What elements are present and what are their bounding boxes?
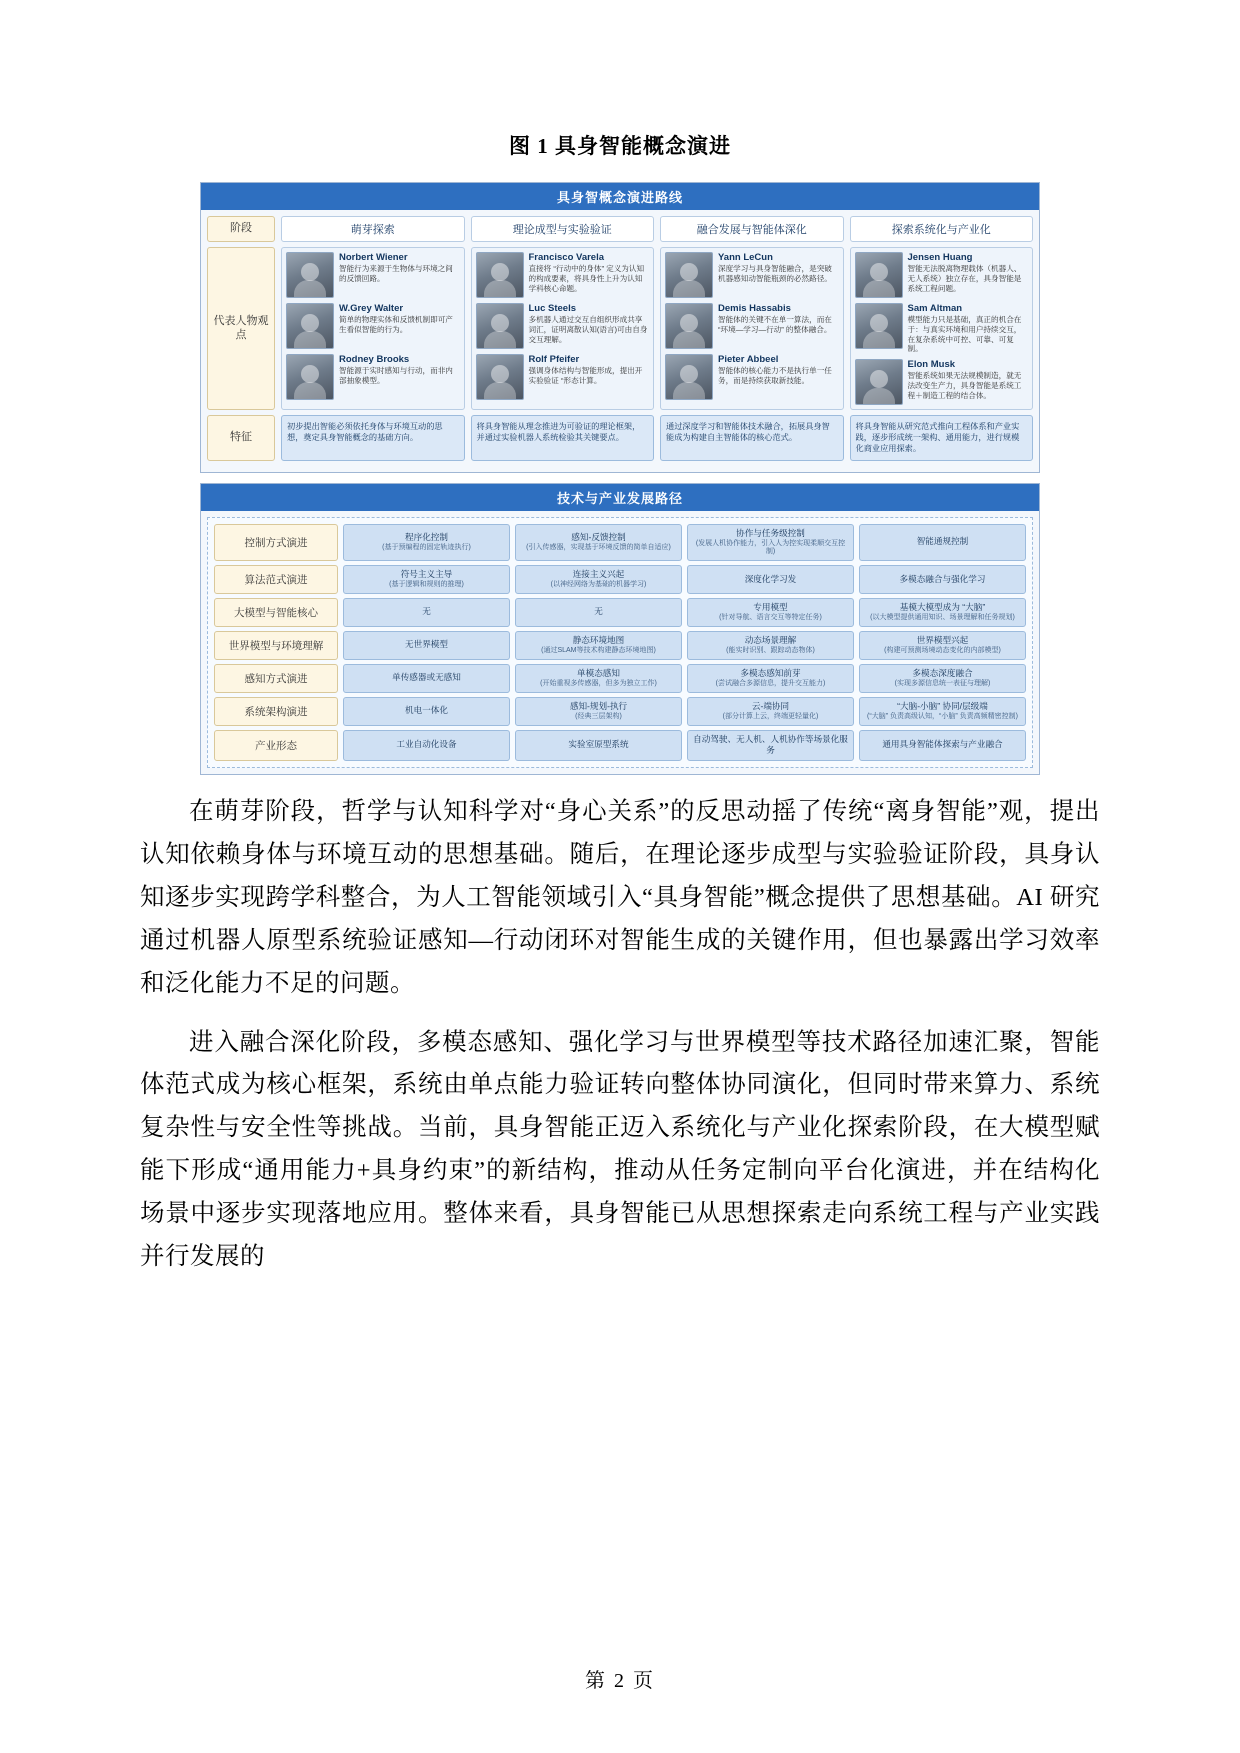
person-name: Luc Steels bbox=[528, 303, 577, 314]
body-paragraph-2: 进入融合深化阶段，多模态感知、强化学习与世界模型等技术路径加速汇聚，智能体范式成为核心框架，系统由单点能力验证转向整体协同演化，但同时带来算力、系统复杂性与安全性等挑战。当前，具身智能正迈入系统化与产业化探索阶段，在大模型赋能下形成“通用能力+具身约束”的新结构，推动从任务定制向平台化演进，并在结构化场景中逐步实现落地应用。整体来看，具身智能已从思想探索走向系统工程与产业实践并行发展的 bbox=[140, 1028, 1100, 1270]
tech-row-label: 大模型与智能核心 bbox=[214, 598, 338, 627]
tech-cell-sub: (“大脑” 负责高级认知，“小脑” 负责高频精密控制) bbox=[867, 713, 1018, 721]
tech-cell-main: 感知-规划-执行 bbox=[569, 700, 628, 711]
tech-cell bbox=[687, 598, 854, 627]
people-column-1 bbox=[281, 247, 465, 410]
tech-cell bbox=[343, 730, 510, 761]
tech-cell-main: 机电一体化 bbox=[405, 705, 448, 716]
figure-title: 图 1 具身智能概念演进 bbox=[509, 134, 731, 158]
tech-cell bbox=[859, 664, 1026, 693]
tech-cell-sub: (尝试融合多源信息，提升交互能力) bbox=[715, 680, 826, 688]
tech-cell-sub: (基于预编程的固定轨迹执行) bbox=[382, 544, 471, 552]
portrait-icon bbox=[476, 252, 524, 298]
portrait-icon bbox=[286, 354, 334, 400]
person-name: W.Grey Walter bbox=[339, 303, 404, 314]
tech-cell-main: 符号主义主导 bbox=[400, 569, 453, 580]
tech-cell-main: 专用模型 bbox=[753, 602, 788, 613]
tech-cell bbox=[343, 524, 510, 562]
tech-cell-sub: (实现多源信息统一表征与理解) bbox=[894, 680, 991, 688]
person-desc: 多机器人通过交互自组织形成共享词汇，证明离散认知(语言)可由自身交互理解。 bbox=[528, 314, 648, 344]
people-column-4 bbox=[850, 247, 1034, 410]
tech-cell-main: 协作与任务级控制 bbox=[736, 527, 805, 538]
portrait-icon bbox=[665, 354, 713, 400]
tech-cell-sub: (开始重视多传感器，但多为独立工作) bbox=[540, 680, 657, 688]
person-desc: 强调身体结构与智能形成，提出开实验验证 “形态计算。 bbox=[528, 365, 643, 385]
tech-cell-sub: (引入传感器，实现基于环境反馈的简单自适应) bbox=[526, 544, 671, 552]
person-desc: 智能无法脱离物理载体（机器人、无人系统）独立存在，具身智能是系统工程问题。 bbox=[907, 263, 1022, 293]
tech-cell-sub: (发展人机协作能力，引入人为控实现柔顺交互控制) bbox=[695, 539, 846, 556]
portrait-icon bbox=[476, 303, 524, 349]
tech-cell-main: 连接主义兴起 bbox=[572, 569, 625, 580]
tech-cell-main: 动态场景理解 bbox=[744, 635, 797, 646]
person-item bbox=[665, 252, 839, 298]
person-desc: 智能源于实时感知与行动，而非内部抽象模型。 bbox=[339, 365, 453, 385]
people-row-label: 代表人物观点 bbox=[207, 247, 275, 410]
tech-row-industry bbox=[214, 730, 1026, 761]
person-name: Sam Altman bbox=[907, 303, 963, 314]
tech-cell bbox=[859, 697, 1026, 726]
tech-cell-main: 单传感器或无感知 bbox=[392, 672, 461, 683]
person-item bbox=[286, 303, 460, 349]
person-item bbox=[476, 354, 650, 400]
tech-cell bbox=[687, 730, 854, 761]
person-desc: 智能体的关键不在单一算法，而在 “环境—学习—行动” 的整体融合。 bbox=[718, 314, 832, 334]
tech-row-worldmodel bbox=[214, 631, 1026, 660]
tech-cell bbox=[343, 697, 510, 726]
tech-cell bbox=[859, 730, 1026, 761]
tech-cell-main: 基模大模型成为 “大脑” bbox=[899, 602, 986, 613]
body-paragraph-1: 在萌芽阶段，哲学与认知科学对“身心关系”的反思动摇了传统“离身智能”观，提出认知依赖身体与环境互动的思想基础。随后，在理论逐步成型与实验验证阶段，具身认知逐步实现跨学科整合，为人工智能领域引入“具身智能”概念提供了思想基础。AI 研究通过机器人原型系统验证感知—行动闭环对智能生成的关键作用，但也暴露出学习效率和泛化能力不足的问题。 bbox=[140, 798, 1100, 997]
feature-cell-4: 将具身智能从研究范式推向工程体系和产业实践，逐步形成统一架构、通用能力，进行规模化商业应用探索。 bbox=[850, 415, 1034, 460]
person-desc: 智能体的核心能力不是执行单一任务，而是持续获取新技能。 bbox=[718, 365, 832, 385]
tech-cell-main: 深度化学习发 bbox=[744, 573, 797, 584]
tech-cell bbox=[515, 524, 682, 562]
person-desc: 智能系统如果无法规模制造，就无法改变生产力，具身智能是系统工程＋制造工程的结合体。 bbox=[907, 371, 1022, 400]
concept-evolution-panel bbox=[200, 182, 1040, 473]
tech-cell-main: 静态环境地图 bbox=[572, 635, 625, 646]
tech-cell-main: 感知-反馈控制 bbox=[571, 531, 626, 542]
person-item bbox=[855, 359, 1029, 405]
tech-cell-main: 多模态深度融合 bbox=[912, 667, 973, 678]
portrait-icon bbox=[665, 252, 713, 298]
tech-row-perception bbox=[214, 664, 1026, 693]
tech-cell-sub: (基于逻辑和规则的推理) bbox=[389, 581, 464, 589]
tech-cell-sub: (以大模型提供通用知识、场景理解和任务规划) bbox=[870, 614, 1015, 622]
tech-cell bbox=[343, 598, 510, 627]
person-desc: 模型能力只是基础，真正的机合在于：与真实环境和用户持续交互，在复杂系统中可控、可靠、可复制。 bbox=[907, 314, 1022, 354]
portrait-icon bbox=[855, 359, 903, 405]
tech-cell bbox=[859, 631, 1026, 660]
person-desc: 简单的物理实体和反馈机制即可产生看似智能的行为。 bbox=[339, 314, 453, 334]
tech-cell bbox=[687, 524, 854, 562]
tech-row-label: 算法范式演进 bbox=[214, 565, 338, 594]
feature-cell-1: 初步提出智能必须依托身体与环境互动的思想，奠定具身智能概念的基础方向。 bbox=[281, 415, 465, 460]
person-desc: 深度学习与具身智能融合，是突破机器感知动智能瓶颈的必然路径。 bbox=[718, 263, 832, 283]
stage-cell-4: 探索系统化与产业化 bbox=[850, 216, 1034, 242]
person-name: Elon Musk bbox=[907, 359, 956, 371]
stage-cell-3: 融合发展与智能体深化 bbox=[660, 216, 844, 242]
portrait-icon bbox=[855, 252, 903, 298]
tech-cell bbox=[343, 664, 510, 693]
tech-cell bbox=[859, 565, 1026, 594]
tech-row-architecture bbox=[214, 697, 1026, 726]
person-item bbox=[286, 354, 460, 400]
tech-cell-main: 自动驾驶、无人机、人机协作等场景化服务 bbox=[693, 733, 848, 755]
tech-cell-main: “大脑-小脑” 协同/层级端 bbox=[897, 700, 988, 711]
tech-cell-main: 无 bbox=[422, 606, 431, 617]
portrait-icon bbox=[286, 303, 334, 349]
person-item bbox=[476, 252, 650, 298]
tech-cell-main: 工业自动化设备 bbox=[396, 739, 457, 750]
person-name: Rodney Brooks bbox=[339, 354, 410, 365]
person-desc: 直接将 “行动中的身体” 定义为认知的构成要素，将具身性上升为认知学科核心命题。 bbox=[528, 263, 645, 293]
tech-row-label: 系统架构演进 bbox=[214, 697, 338, 726]
tech-cell-main: 程序化控制 bbox=[405, 531, 448, 542]
tech-cell bbox=[515, 565, 682, 594]
tech-cell bbox=[859, 598, 1026, 627]
tech-row-label: 感知方式演进 bbox=[214, 664, 338, 693]
feature-row-label: 特征 bbox=[207, 415, 275, 460]
tech-cell bbox=[515, 631, 682, 660]
tech-cell bbox=[515, 730, 682, 761]
tech-cell-main: 云-端协同 bbox=[751, 700, 790, 711]
portrait-icon bbox=[855, 303, 903, 349]
tech-cell bbox=[515, 697, 682, 726]
person-name: Francisco Varela bbox=[528, 252, 605, 263]
tech-row-largemodel bbox=[214, 598, 1026, 627]
tech-cell bbox=[343, 631, 510, 660]
portrait-icon bbox=[665, 303, 713, 349]
people-row bbox=[207, 247, 1033, 410]
feature-cell-3: 通过深度学习和智能体技术融合，拓展具身智能成为构建自主智能体的核心范式。 bbox=[660, 415, 844, 460]
stage-row-label: 阶段 bbox=[207, 216, 275, 242]
tech-cell bbox=[343, 565, 510, 594]
tech-cell bbox=[687, 664, 854, 693]
people-column-3 bbox=[660, 247, 844, 410]
tech-cell-main: 通用具身智能体探索与产业融合 bbox=[882, 739, 1003, 750]
tech-cell-sub: (针对导航、语言交互等特定任务) bbox=[719, 614, 822, 622]
tech-row-label: 控制方式演进 bbox=[214, 524, 338, 562]
tech-cell bbox=[515, 664, 682, 693]
tech-cell-main: 世界模型兴起 bbox=[916, 635, 969, 646]
tech-cell-sub: (经典三层架构) bbox=[575, 713, 622, 721]
person-item bbox=[855, 303, 1029, 354]
tech-cell-sub: (构建可预测场境动态变化的内部模型) bbox=[884, 647, 1001, 655]
tech-cell bbox=[687, 565, 854, 594]
tech-row-control bbox=[214, 524, 1026, 562]
tech-cell bbox=[687, 631, 854, 660]
feature-cell-2: 将具身智能从理念推进为可验证的理论框架，并通过实验机器人系统检验其关键要点。 bbox=[471, 415, 655, 460]
stage-cell-1: 萌芽探索 bbox=[281, 216, 465, 242]
tech-cell-main: 实验室原型系统 bbox=[568, 739, 629, 750]
tech-cell-main: 多模态感知前芽 bbox=[740, 667, 801, 678]
tech-cell-main: 多模态融合与强化学习 bbox=[899, 573, 986, 584]
feature-row bbox=[207, 415, 1033, 460]
tech-industry-panel bbox=[200, 483, 1040, 776]
figure-diagram bbox=[200, 182, 1040, 775]
stage-row bbox=[207, 216, 1033, 242]
person-item bbox=[665, 303, 839, 349]
person-name: Jensen Huang bbox=[907, 252, 973, 263]
person-item bbox=[855, 252, 1029, 298]
tech-cell-main: 智能通规控制 bbox=[916, 536, 969, 547]
tech-cell-main: 单模态感知 bbox=[577, 667, 620, 678]
tech-panel-title: 技术与产业发展路径 bbox=[201, 484, 1039, 511]
person-desc: 智能行为来源于生物体与环境之间的反馈回路。 bbox=[339, 263, 453, 283]
person-name: Demis Hassabis bbox=[718, 303, 791, 314]
person-name: Pieter Abbeel bbox=[718, 354, 779, 365]
portrait-icon bbox=[476, 354, 524, 400]
tech-row-label: 产业形态 bbox=[214, 730, 338, 761]
page-number: 第 2 页 bbox=[585, 1670, 655, 1692]
person-item bbox=[286, 252, 460, 298]
stage-cell-2: 理论成型与实验验证 bbox=[471, 216, 655, 242]
tech-cell-main: 无 bbox=[594, 606, 603, 617]
tech-row-label: 世界模型与环境理解 bbox=[214, 631, 338, 660]
person-name: Rolf Pfeifer bbox=[528, 354, 580, 365]
person-name: Yann LeCun bbox=[718, 252, 773, 263]
concept-panel-title: 具身智概念演进路线 bbox=[201, 183, 1039, 210]
person-item bbox=[665, 354, 839, 400]
tech-cell-main: 无世界模型 bbox=[405, 639, 448, 650]
tech-row-algorithm bbox=[214, 565, 1026, 594]
tech-cell-sub: (部分计算上云，终端更轻量化) bbox=[722, 713, 819, 721]
people-column-2 bbox=[471, 247, 655, 410]
person-name: Norbert Wiener bbox=[339, 252, 408, 263]
tech-cell-sub: (通过SLAM等技术构建静态环境地图) bbox=[541, 647, 656, 655]
tech-cell bbox=[687, 697, 854, 726]
portrait-icon bbox=[286, 252, 334, 298]
tech-cell bbox=[515, 598, 682, 627]
tech-cell-sub: (能实时识别、跟踪动态物体) bbox=[726, 647, 815, 655]
tech-cell-sub: (以神经网络为基础的机器学习) bbox=[550, 581, 647, 589]
person-item bbox=[476, 303, 650, 349]
tech-cell bbox=[859, 524, 1026, 562]
